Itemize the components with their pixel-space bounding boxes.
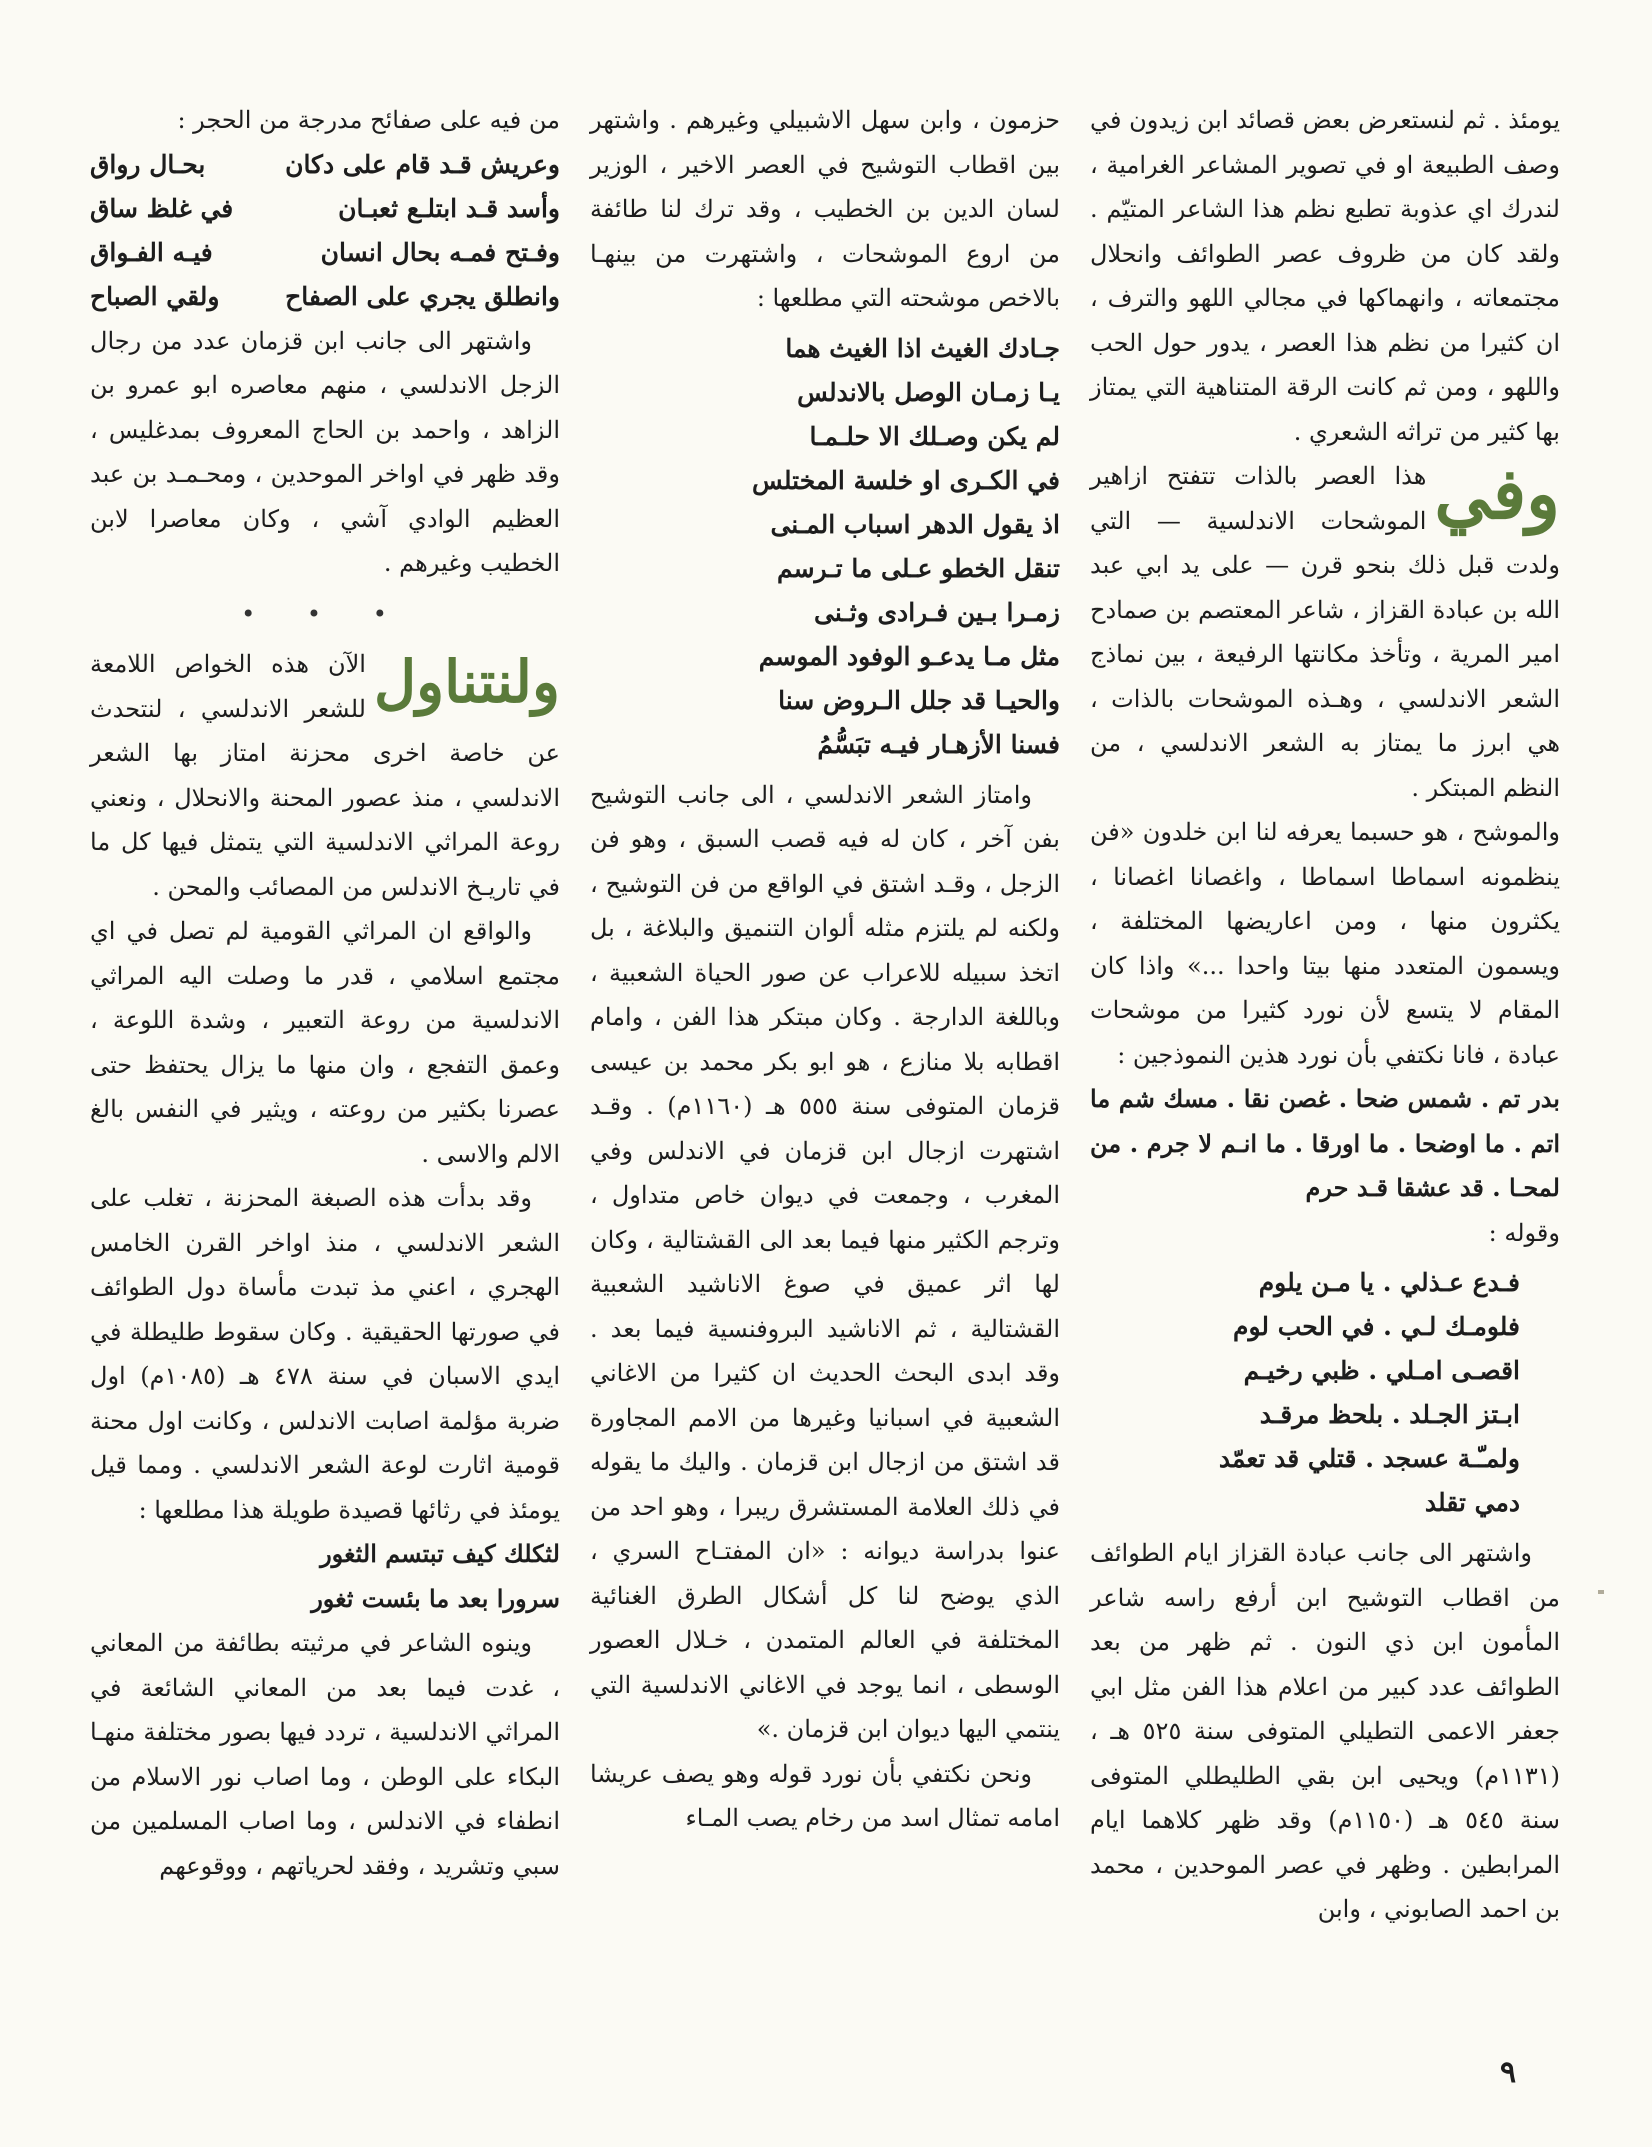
couplet-second-half: ولقي الصباح xyxy=(90,281,220,311)
verse-line: جـادك الغيث اذا الغيث هما xyxy=(785,333,1060,363)
couplet-first-half: وانطلق يجري على الصفاح xyxy=(285,281,560,311)
couplet-first-half: وأسد قـد ابتلـع ثعبـان xyxy=(338,193,560,223)
muwashshah-verse-block xyxy=(590,327,1060,767)
middle-column xyxy=(590,98,1060,1841)
drop-cap: ولنتناول xyxy=(373,648,560,716)
verse-line: والحيـا قد جلل الـروض سنا xyxy=(778,685,1060,715)
couplet xyxy=(90,187,560,231)
verse-line: تنقل الخطو عـلى ما تـرسم xyxy=(776,553,1060,583)
couplet-second-half: في غلظ ساق xyxy=(90,193,234,223)
verse-line: لثكلك كيف تبتسم الثغور xyxy=(320,1539,560,1568)
page-number: ٩ xyxy=(1500,2055,1517,2090)
paragraph: والواقع ان المراثي القومية لم تصل في اي مجتمع اسلامي ، قدر ما وصلت اليه المراثي الاندلسية من روعة التعبير ، وشدة اللوعة ، وعمق التفجع ، وان منها ما يزال يحتفظ حتى عصرنا بكثير من روعته ، ويثير في النفس بالغ الالم والاسى . xyxy=(90,917,560,1168)
paragraph: والموشح ، هو حسبما يعرفه لنا ابن خلدون «فن ينظمونه اسماطا اسماطا ، واغصانا اغصانا ، يكثرون منها ، ومن اعاريضها المختلفة ، ويسمون المتعدد منها بيتا واحدا ...» واذا كان المقام لا يتسع لأن نورد كثيرا من موشحات عبادة ، فانا نكتفي بأن نورد هذين النموذجين : xyxy=(1090,818,1561,1069)
verse-line: فسنا الأزهـار فيـه تبَسُّمُ xyxy=(817,729,1060,759)
verse-line: مثل مـا يدعـو الوفود الموسم xyxy=(758,641,1060,671)
paragraph: يومئذ . ثم لنستعرض بعض قصائد ابن زيدون في وصف الطبيعة او في تصوير المشاعر الغرامية ، لندرك اي عذوبة تطبع نظم هذا الشاعر المتيّم . ولقد كان من ظروف عصر الطوائف وانحلال مجتمعاته ، وانهماكها في مجالي اللهو والترف ، ان كثيرا من نظم هذا العصر ، يدور حول الحب واللهو ، ومن ثم كانت الرقة المتناهية التي يمتاز بها كثير من تراثه الشعري . xyxy=(1090,106,1561,446)
verse-line: زمـرا بـين فـرادى وثـنى xyxy=(814,597,1060,627)
paragraph-text: هذا العصر بالذات تتفتح ازاهير الموشحات الاندلسية — التي ولدت قبل ذلك بنحو قرن — على يد ابي عبد الله بن عبادة القزاز ، شاعر المعتصم بن صمادح امير المرية ، وتأخذ مكانتها الرفيعة ، بين نماذج الشعر الاندلسي ، وهـذه الموشحات بالذات ، هي ابرز ما يمتاز به الشعر الاندلسي ، من النظم المبتكر . xyxy=(1090,462,1560,802)
verse-line: سرورا بعد ما بئست ثغور xyxy=(311,1583,560,1613)
couplet-first-half: وعريش قـد قام على دكان xyxy=(285,149,560,179)
paragraph: وقد بدأت هذه الصبغة المحزنة ، تغلب على الشعر الاندلسي ، منذ اواخر القرن الخامس الهجري ، اعني مذ تبدت مأساة دول الطوائف في صورتها الحقيقية . وكان سقوط طليطلة في ايدي الاسبان في سنة ٤٧٨ هـ (١٠٨٥م) اول ضربة مؤلمة اصابت الاندلس ، وكانت اول محنة قومية اثارت لوعة الشعر الاندلسي . ومما قيل يومئذ في رثائها قصيدة طويلة هذا مطلعها : xyxy=(90,1184,561,1524)
left-column xyxy=(90,98,560,1888)
couplet-first-half: وفـتح فمـه بحال انسان xyxy=(320,237,560,267)
verse-line: في الكـرى او خلسة المختلس xyxy=(752,465,1060,495)
couplet-second-half: فيـه الفـواق xyxy=(90,237,213,267)
verse-block xyxy=(1090,1261,1560,1525)
couplet-second-half: بحـال رواق xyxy=(90,149,206,179)
paragraph: وامتاز الشعر الاندلسي ، الى جانب التوشيح بفن آخر ، كان له فيه قصب السبق ، وهو فن الزجل ، وقـد اشتق في الواقع من فن التوشيح ، ولكنه لم يلتزم مثله ألوان التنميق والبلاغة ، بل اتخذ سبيله للاعراب عن صور الحياة الشعبية ، وباللغة الدارجة . وكان مبتكر هذا الفن ، وامام اقطابه بلا منازع ، هو ابو بكر محمد بن عيسى قزمان المتوفى سنة ٥٥٥ هـ (١١٦٠م) . وقـد اشتهرت ازجال ابن قزمان في الاندلس وفي المغرب ، وجمعت في ديوان خاص متداول ، وترجم الكثير منها فيما بعد الى القشتالية ، وكان لها اثر عميق في صوغ الاناشيد الشعبية القشتالية ، ثم الاناشيد البروفنسية فيما بعد . وقد ابدى البحث الحديث ان كثيرا من الاغاني الشعبية في اسبانيا وغيرها من الامم المجاورة قد اشتق من ازجال ابن قزمان . واليك ما يقوله في ذلك العلامة المستشرق ريبرا ، وهو احد من عنوا بدراسة ديوانه : «ان المفتـاح السري ، الذي يوضح لنا كل أشكال الطرق الغنائية المختلفة في العالم المتمدن ، خـلال العصور الوسطى ، انما يوجد في الاغاني الاندلسية التي ينتمي اليها ديوان ابن قزمان .» xyxy=(590,780,1061,1743)
verse-line: فلومـك لـي . في الحب لوم xyxy=(1233,1312,1520,1341)
right-column xyxy=(1090,98,1560,1932)
verse-line: لم يكن وصـلك الا حلـمـا xyxy=(809,421,1060,451)
verse-line: فـدع عـذلي . يا مـن يلوم xyxy=(1258,1268,1520,1297)
paragraph-text: الآن هذه الخواص اللامعة للشعر الاندلسي ، لنتحدث عن خاصة اخرى محزنة امتاز بها الشعر الاندلسي ، منذ عصور المحنة والانحلال ، ونعني روعة المراثي الاندلسية التي يتمثل فيها كل ما في تاريـخ الاندلس من المصائب والمحن . xyxy=(90,650,560,901)
section-separator: • • • xyxy=(241,599,409,628)
verse-line: دمي تقلد xyxy=(1424,1488,1520,1517)
verse-line: ابـتز الجـلد . بلحظ مرقـد xyxy=(1259,1400,1520,1429)
verse-line: اذ يقول الدهر اسباب المـنى xyxy=(770,509,1060,539)
verse-line: يـا زمـان الوصل بالاندلس xyxy=(797,377,1060,407)
paragraph: وينوه الشاعر في مرثيته بطائفة من المعاني ، غدت فيما بعد من المعاني الشائعة في المراثي الاندلسية ، تردد فيها بصور مختلفة منهـا البكاء على الوطن ، وما اصاب نور الاسلام من انطفاء في الاندلس ، وما اصاب المسلمين من سبي وتشريد ، وفقد لحرياتهم ، ووقوعهم xyxy=(90,1629,560,1880)
bold-verse: بدر تم . شمس ضحا . غصن نقا . مسك شم ما اتم . ما اوضحا . ما اورقا . ما انـم لا جرم . من لمحـا . قد عشقا قـد حرم xyxy=(1090,1084,1560,1202)
paragraph: واشتهر الى جانب عبادة القزاز ايام الطوائف من اقطاب التوشيح ابن أرفع راسه شاعر المأمون ابن ذي النون . ثم ظهر من بعد الطوائف عدد كبير من اعلام هذا الفن مثل ابي جعفر الاعمى التطيلي المتوفى سنة ٥٢٥ هـ ، (١١٣١م) ويحيى ابن بقي الطليطلي المتوفى سنة ٥٤٥ هـ (١١٥٠م) وقد ظهر كلاهما ايام المرابطين . وظهر في عصر الموحدين ، محمد بن احمد الصابوني ، وابن xyxy=(1090,1539,1560,1923)
paragraph: من فيه على صفائح مدرجة من الحجر : xyxy=(177,106,560,134)
zajal-couplets xyxy=(90,143,560,319)
verse-intro: وقوله : xyxy=(1488,1218,1560,1247)
paragraph: واشتهر الى جانب ابن قزمان عدد من رجال الزجل الاندلسي ، منهم معاصره ابو عمرو بن الزاهد ، واحمد بن الحاج المعروف بمدغليس ، وقد ظهر في اواخر الموحدين ، ومحـمـد بن عبد العظيم الوادي آشي ، وكان معاصرا لابن الخطيب وغيرهم . xyxy=(90,326,560,577)
print-mark xyxy=(1598,1590,1604,1594)
couplet xyxy=(90,275,560,319)
paragraph xyxy=(90,642,560,909)
paragraph: ونحن نكتفي بأن نورد قوله وهو يصف عريشا امامه تمثال اسد من رخام يصب المـاء xyxy=(590,1759,1060,1832)
paragraph: حزمون ، وابن سهل الاشبيلي وغيرهم . واشتهر بين اقطاب التوشيح في العصر الاخير ، الوزير لسان الدين بن الخطيب ، وقد ترك لنا طائفة من اروع الموشحات ، واشتهرت من بينهـا بالاخص موشحته التي مطلعها : xyxy=(590,106,1060,312)
drop-cap: وفي xyxy=(1434,452,1560,535)
verse-line: اقصـى امـلي . ظبي رخيـم xyxy=(1243,1356,1520,1385)
verse-line: ولمـّـة عسجد . قتلي قد تعمّد xyxy=(1218,1444,1520,1473)
couplet xyxy=(90,143,560,187)
couplet xyxy=(90,231,560,275)
paragraph xyxy=(1090,454,1560,810)
